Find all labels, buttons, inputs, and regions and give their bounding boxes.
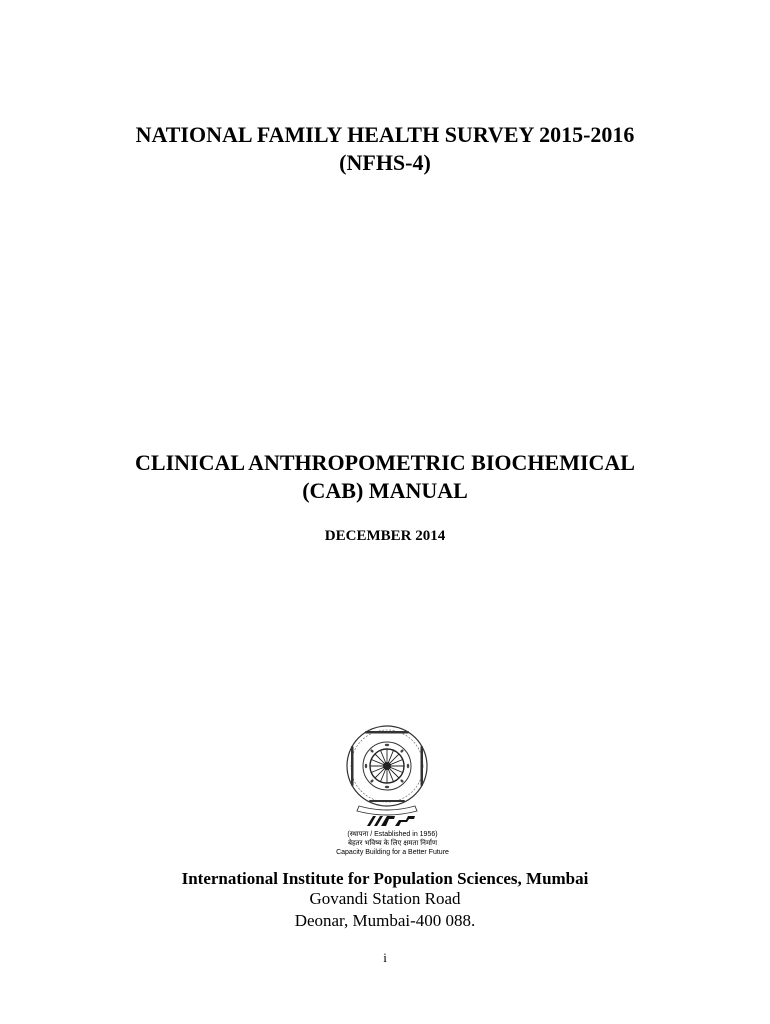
address-line-1: Govandi Station Road (309, 889, 461, 908)
english-motto: Capacity Building for a Better Future (336, 849, 449, 856)
survey-title-abbrev: (NFHS-4) (339, 150, 431, 175)
survey-title: NATIONAL FAMILY HEALTH SURVEY 2015-2016 (135, 122, 635, 147)
established-text: (स्थापना / Established in 1956) (347, 831, 438, 838)
institute-name: International Institute for Population Sciences, Mumbai (181, 869, 589, 888)
iips-logo (325, 722, 460, 864)
address-line-2: Deonar, Mumbai-400 088. (294, 911, 476, 930)
manual-title-abbrev: (CAB) MANUAL (302, 478, 468, 503)
manual-title: CLINICAL ANTHROPOMETRIC BIOCHEMICAL (135, 450, 635, 475)
page-number: i (383, 950, 387, 965)
publication-date: DECEMBER 2014 (324, 528, 446, 544)
hindi-motto: बेहतर भविष्य के लिए क्षमता निर्माण (347, 840, 438, 847)
iips-emblem-icon (325, 722, 460, 827)
